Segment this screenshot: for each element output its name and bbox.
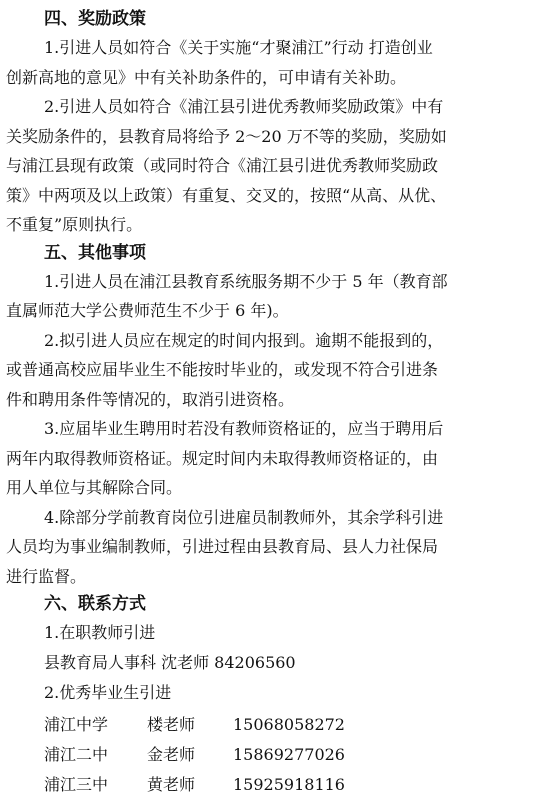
paragraph-line: 关奖励条件的，县教育局将给予 2～20 万不等的奖励，奖励如	[6, 126, 447, 146]
paragraph-line: 1.引进人员如符合《关于实施“才聚浦江”行动 打造创业	[44, 38, 433, 57]
paragraph-line: 件和聘用条件等情况的，取消引进资格。	[6, 389, 295, 409]
school-name: 浦江三中	[44, 775, 109, 794]
paragraph-line: 策》中两项及以上政策）有重复、交叉的，按照“从高、从优、	[6, 185, 447, 205]
paragraph-line: 人员均为事业编制教师，引进过程由县教育局、县人力社保局	[6, 537, 439, 556]
paragraph-line: 直属师范大学公费师范生不少于 6 年)。	[6, 301, 289, 320]
paragraph-line: 1.引进人员在浦江县教育系统服务期不少于 5 年（教育部	[44, 271, 448, 291]
paragraph-line: 用人单位与其解除合同。	[6, 478, 183, 497]
paragraph-report-deadline	[6, 326, 526, 415]
contact-row-school	[6, 710, 526, 740]
school-name: 浦江中学	[44, 715, 109, 734]
contact-line-education-bureau: 县教育局人事科 沈老师 84206560	[44, 653, 296, 672]
paragraph-subsidy	[6, 33, 526, 92]
paragraph-reward	[6, 92, 526, 240]
paragraph-line: 或普通高校应届毕业生不能按时毕业的，或发现不符合引进条	[6, 360, 439, 379]
contact-person: 楼老师	[147, 715, 196, 734]
phone-number: 15869277026	[233, 745, 345, 764]
phone-number: 15925918116	[233, 775, 345, 794]
paragraph-line: 进行监督。	[6, 566, 87, 586]
contact-item-title: 1.在职教师引进	[44, 623, 156, 642]
contact-item-title: 2.优秀毕业生引进	[44, 683, 172, 702]
paragraph-line: 2.拟引进人员应在规定的时间内报到。逾期不能报到的，	[44, 330, 444, 350]
paragraph-certificate	[6, 414, 526, 503]
paragraph-line: 3.应届毕业生聘用时若没有教师资格证的，应当于聘用后	[44, 419, 444, 438]
paragraph-line: 4.除部分学前教育岗位引进雇员制教师外，其余学科引进	[44, 507, 444, 527]
paragraph-line: 与浦江县现有政策（或同时符合《浦江县引进优秀教师奖励政	[6, 156, 439, 175]
paragraph-line: 创新高地的意见》中有关补助条件的，可申请有关补助。	[6, 67, 407, 87]
contact-row-school	[6, 770, 526, 800]
phone-number: 15068058272	[233, 715, 345, 734]
paragraph-line: 不重复”原则执行。	[6, 215, 143, 234]
section-heading-other: 五、其他事项	[44, 242, 146, 263]
contact-row-school	[6, 740, 526, 770]
paragraph-supervision	[6, 503, 526, 592]
school-name: 浦江二中	[44, 745, 109, 764]
section-heading-contact: 六、联系方式	[44, 594, 146, 614]
contact-person: 黄老师	[147, 775, 196, 794]
paragraph-line: 2.引进人员如符合《浦江县引进优秀教师奖励政策》中有	[44, 97, 444, 116]
contact-person: 金老师	[147, 745, 196, 764]
section-heading-rewards: 四、奖励政策	[44, 9, 146, 29]
paragraph-service-term	[6, 267, 526, 326]
paragraph-line: 两年内取得教师资格证。规定时间内未取得教师资格证的，由	[6, 448, 439, 468]
